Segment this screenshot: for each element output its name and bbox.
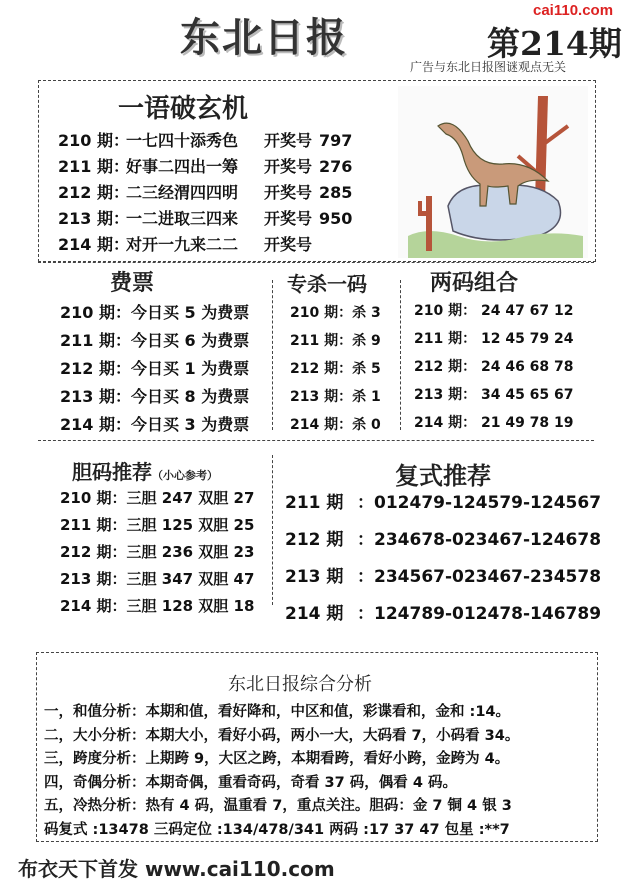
zhuansha-row: 212 期：杀 5 xyxy=(290,361,381,377)
zhuansha-row: 211 期：杀 9 xyxy=(290,333,381,349)
danma-note: （小心参考） xyxy=(152,469,218,482)
newspaper-title: 东北日报 xyxy=(180,14,348,61)
yiyu-row: 210 期：一七四十添秀色 开奖号 797 xyxy=(58,131,353,150)
zhuansha-row: 214 期：杀 0 xyxy=(290,417,381,433)
fushi-row: 212 期 ：234678-023467-124678 xyxy=(285,530,602,550)
zhuansha-list xyxy=(290,302,381,442)
zhuansha-title: 专杀一码 xyxy=(287,272,367,296)
danma-list xyxy=(60,487,254,622)
divider xyxy=(272,455,273,605)
divider xyxy=(38,262,594,263)
feipiao-row: 212 期：今日买 1 为费票 xyxy=(60,359,250,378)
analysis-line: 码复式 :13478 三码定位 :134/478/341 两码 :17 37 47 包星 :**7 xyxy=(44,821,510,838)
analysis-line: 二，大小分析：本期大小，看好小码，两小一大，大码看 7，小码看 34。 xyxy=(44,727,520,744)
dinosaur-illustration xyxy=(398,86,588,258)
liangma-row: 210 期： 24 47 67 12 xyxy=(414,303,574,319)
danma-row: 210 期：三胆 247 双胆 27 xyxy=(60,489,255,507)
analysis-list xyxy=(44,700,519,841)
feipiao-row: 214 期：今日买 3 为费票 xyxy=(60,415,250,434)
danma-row: 213 期：三胆 347 双胆 47 xyxy=(60,570,255,588)
fushi-row: 211 期 ：012479-124579-124567 xyxy=(285,493,602,513)
danma-row: 212 期：三胆 236 双胆 23 xyxy=(60,543,255,561)
site-link[interactable]: cai110.com xyxy=(533,2,614,19)
danma-row: 214 期：三胆 128 双胆 18 xyxy=(60,597,255,615)
analysis-line: 五，冷热分析：热有 4 码，温重看 7，重点关注。胆码：金 7 铜 4 银 3 xyxy=(44,798,512,814)
yiyu-row: 211 期：好事二四出一筹 开奖号 276 xyxy=(58,157,353,176)
yiyu-row: 213 期：一二进取三四来 开奖号 950 xyxy=(58,209,353,228)
fushi-row: 213 期 ：234567-023467-234578 xyxy=(285,567,602,587)
analysis-line: 三，跨度分析：上期跨 9，大区之跨，本期看跨，看好小跨，金跨为 4。 xyxy=(44,751,510,767)
danma-title: 胆码推荐（小心参考） xyxy=(72,460,218,484)
zhuansha-row: 210 期：杀 3 xyxy=(290,305,381,321)
divider xyxy=(272,280,273,430)
liangma-row: 213 期： 34 45 65 67 xyxy=(414,387,574,403)
divider xyxy=(400,280,401,430)
fushi-row: 214 期 ：124789-012478-146789 xyxy=(285,604,602,624)
footer-text: 布衣天下首发 www.cai110.com xyxy=(18,857,335,881)
yiyu-list xyxy=(58,128,352,258)
issue-number: 第214期 xyxy=(487,24,622,63)
liangma-list xyxy=(414,300,574,440)
disclaimer: 广告与东北日报图谜观点无关 xyxy=(410,60,567,74)
feipiao-list xyxy=(60,300,249,440)
fushi-title: 复式推荐 xyxy=(395,461,491,490)
feipiao-title: 费票 xyxy=(110,270,155,296)
analysis-line: 一，和值分析：本期和值，看好降和，中区和值，彩谍看和，金和 :14。 xyxy=(44,704,511,720)
divider xyxy=(38,440,594,441)
liangma-row: 212 期： 24 46 68 78 xyxy=(414,359,574,375)
liangma-row: 214 期： 21 49 78 19 xyxy=(414,415,574,431)
feipiao-row: 210 期：今日买 5 为费票 xyxy=(60,303,250,322)
liangma-title: 两码组合 xyxy=(430,270,519,296)
yiyu-row: 212 期：二三经渭四四明 开奖号 285 xyxy=(58,183,353,202)
liangma-row: 211 期： 12 45 79 24 xyxy=(414,331,574,347)
feipiao-row: 211 期：今日买 6 为费票 xyxy=(60,331,250,350)
analysis-line: 四，奇偶分析：本期奇偶，重看奇码，奇看 37 码，偶看 4 码。 xyxy=(44,774,457,791)
danma-row: 211 期：三胆 125 双胆 25 xyxy=(60,516,255,534)
fushi-list xyxy=(285,488,601,636)
analysis-title: 东北日报综合分析 xyxy=(228,674,372,695)
feipiao-row: 213 期：今日买 8 为费票 xyxy=(60,387,250,406)
yiyu-title: 一语破玄机 xyxy=(118,94,249,124)
zhuansha-row: 213 期：杀 1 xyxy=(290,389,381,405)
yiyu-row: 214 期：对开一九来二二 开奖号 xyxy=(58,235,313,254)
